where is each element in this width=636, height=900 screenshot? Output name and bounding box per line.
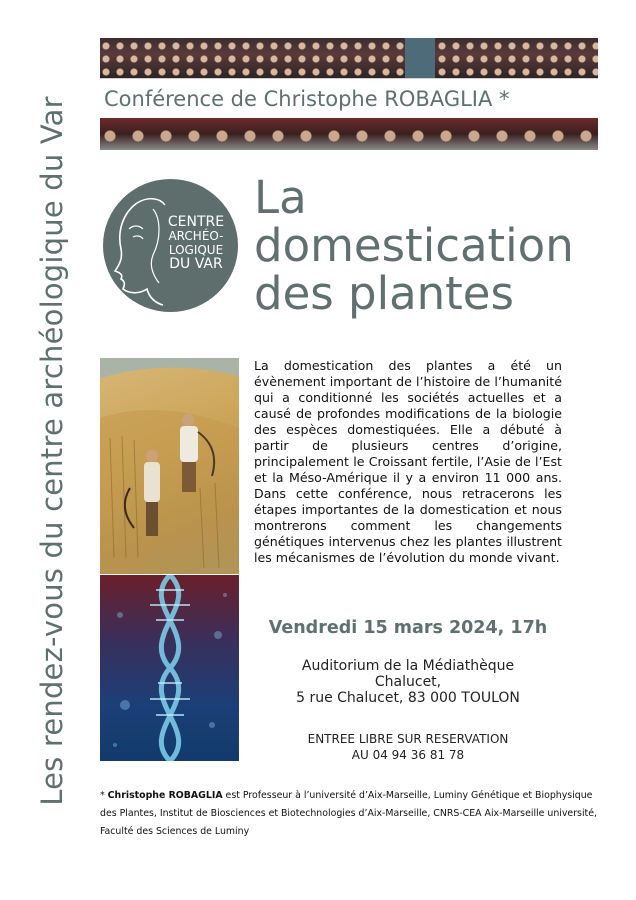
banner-title-strip xyxy=(100,78,598,120)
entry-line-1: ENTREE LIBRE SUR RESERVATION xyxy=(307,732,509,746)
entry-phone: AU 04 94 36 81 78 xyxy=(351,748,465,762)
logo-text xyxy=(161,215,231,271)
speaker-bio: est Professeur à l’université d’Aix-Marseille, Luminy Génétique et Biophysique des Plantes, Institut de Biosciences et Biotechnologies d’Aix-Marseille, CNRS-CEA Aix-Marseille université, Faculté des Sciences de Luminy xyxy=(100,790,597,837)
event-venue xyxy=(254,658,562,706)
dna-helix-image xyxy=(100,575,239,761)
venue-line-3: 5 rue Chalucet, 83 000 TOULON xyxy=(296,690,520,706)
title-line-1: La xyxy=(254,171,307,224)
audience-aisle xyxy=(405,38,435,78)
title-line-2: domestication xyxy=(254,219,574,272)
banner-title: Conférence de Christophe ROBAGLIA * xyxy=(104,87,510,111)
event-date: Vendredi 15 mars 2024, 17h xyxy=(268,618,548,638)
logo-line-1: CENTRE xyxy=(167,214,225,230)
banner xyxy=(100,38,598,150)
logo-line-3: LOGIQUE xyxy=(168,243,224,257)
conference-description: La domestication des plantes a été un évènement important de l’histoire de l’humanité qui a conditionné les sociétés actuelles et a causé de profondes modifications de la biologie des espèces domestiquées. Elle a débuté à partir de plusieurs centres d’origine, principalement le Croissant fertile, l’Asie de l’Est et la Méso-Amérique il y a environ 11 000 ans. Dans cette conférence, nous retracerons les étapes importantes de la domestication et nous montrerons comment les changements génétiques intervenus chez les plantes illustrent les mécanismes de l’évolution du monde vivant. xyxy=(254,358,562,565)
venue-line-1: Auditorium de la Médiathèque xyxy=(301,658,515,674)
centre-logo xyxy=(103,179,238,312)
audience-photo-top xyxy=(100,38,598,78)
entry-info xyxy=(254,731,562,763)
footnote-marker: * xyxy=(100,790,108,801)
title-line-3: des plantes xyxy=(254,267,514,320)
audience-photo-bottom xyxy=(100,118,598,150)
speaker-name: Christophe ROBAGLIA xyxy=(107,790,223,801)
vertical-series-title xyxy=(22,36,82,866)
vertical-series-title-text: Les rendez-vous du centre archéologique du Var xyxy=(35,96,69,806)
logo-line-2: ARCHÉO- xyxy=(168,229,224,243)
speaker-footnote xyxy=(100,787,600,841)
harvest-painting-image xyxy=(100,358,239,574)
conference-title xyxy=(254,171,614,320)
logo-line-4: DU VAR xyxy=(169,256,223,272)
venue-line-2: Chalucet, xyxy=(374,674,442,690)
